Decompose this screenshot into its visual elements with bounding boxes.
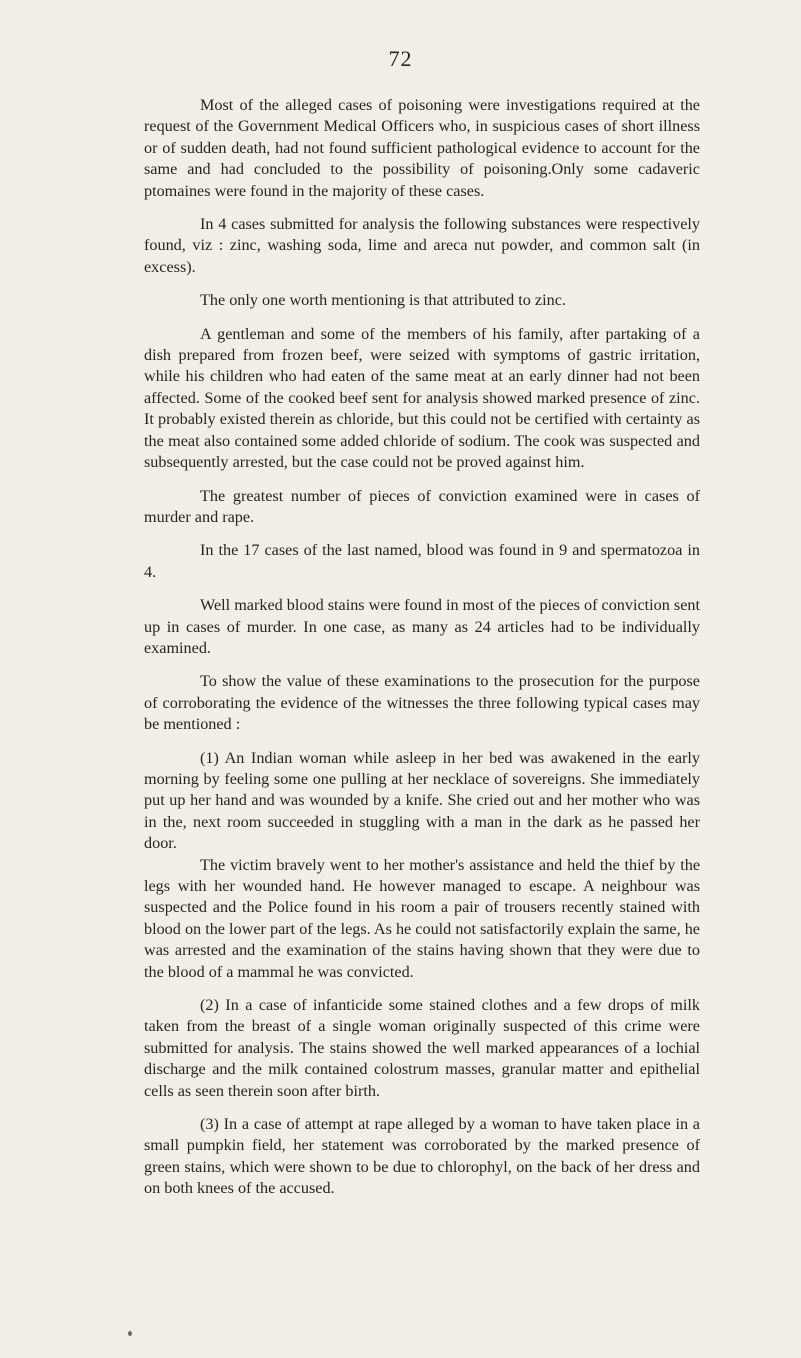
body-text xyxy=(144,95,700,1212)
paragraph-pieces-of-conviction: The greatest number of pieces of conviction examined were in cases of murder and rape. xyxy=(144,486,700,526)
paragraph-rape-cases: In the 17 cases of the last named, blood was found in 9 and spermatozoa in 4. xyxy=(144,541,700,581)
paragraph-poisoning-investigations: Most of the alleged cases of poisoning were investigations required at the request of the Government Medical Officers who, in suspicious cases of short illness or of sudden death, had not found sufficient pathological evidence to account for the same and had concluded to the possibility of poisoning.Only some cadaveric ptomaines were found in the majority of these cases. xyxy=(144,96,700,200)
paragraph-zinc-mention: The only one worth mentioning is that attributed to zinc. xyxy=(200,291,566,310)
paragraph-case-1: (1) An Indian woman while asleep in her bed was awakened in the early morning by feeling some one pulling at her necklace of sovereigns. She immediately put up her hand and was wounded by a knife. She cried out and her mother who was in the, next room succeeded in stuggling with a man in the dark as he passed her door. xyxy=(144,748,700,853)
ink-speck xyxy=(128,1331,132,1336)
paragraph-zinc-case: A gentleman and some of the members of his family, after partaking of a dish prepared from frozen beef, were seized with symptoms of gastric irritation, while his children who had eaten of the same meat at an early dinner had not been affected. Some of the cooked beef sent for analysis showed marked presence of zinc. It probably existed therein as chloride, but this could not be certified with certainty as the meat also contained some added chloride of sodium. The cook was suspected and subsequently arrested, but the case could not be proved against him. xyxy=(144,324,700,472)
paragraph-case-3: (3) In a case of attempt at rape alleged by a woman to have taken place in a small pumpkin field, her statement was corroborated by the marked presence of green stains, which were shown to be due to chlorophyl, on the back of her dress and on both knees of the accused. xyxy=(144,1115,700,1198)
paragraph-typical-cases-intro: To show the value of these examinations to the prosecution for the purpose of corroborating the evidence of the witnesses the three following typical cases may be mentioned : xyxy=(144,672,700,734)
page-number: 72 xyxy=(388,46,413,71)
paragraph-case-1-continued: The victim bravely went to her mother's assistance and held the thief by the legs with her wounded hand. He however managed to escape. A neighbour was suspected and the Police found in his room a pair of trousers recently stained with blood on the lower part of the legs. As he could not satisfactorily explain the same, he was arrested and the examination of the stains having shown that they were due to the blood of a mammal he was convicted. xyxy=(144,855,700,981)
paragraph-substances-found: In 4 cases submitted for analysis the following substances were respectively found, viz : zinc, washing soda, lime and areca nut powder, and common salt (in excess). xyxy=(144,215,700,276)
paragraph-case-2: (2) In a case of infanticide some stained clothes and a few drops of milk taken from the breast of a single woman originally suspected of this crime were submitted for analysis. The stains showed the well marked appearances of a lochial discharge and the milk contained colostrum masses, granular matter and epithelial cells as seen therein soon after birth. xyxy=(144,996,700,1100)
paragraph-blood-stains: Well marked blood stains were found in most of the pieces of conviction sent up in cases of murder. In one case, as many as 24 articles had to be individually examined. xyxy=(144,596,700,657)
